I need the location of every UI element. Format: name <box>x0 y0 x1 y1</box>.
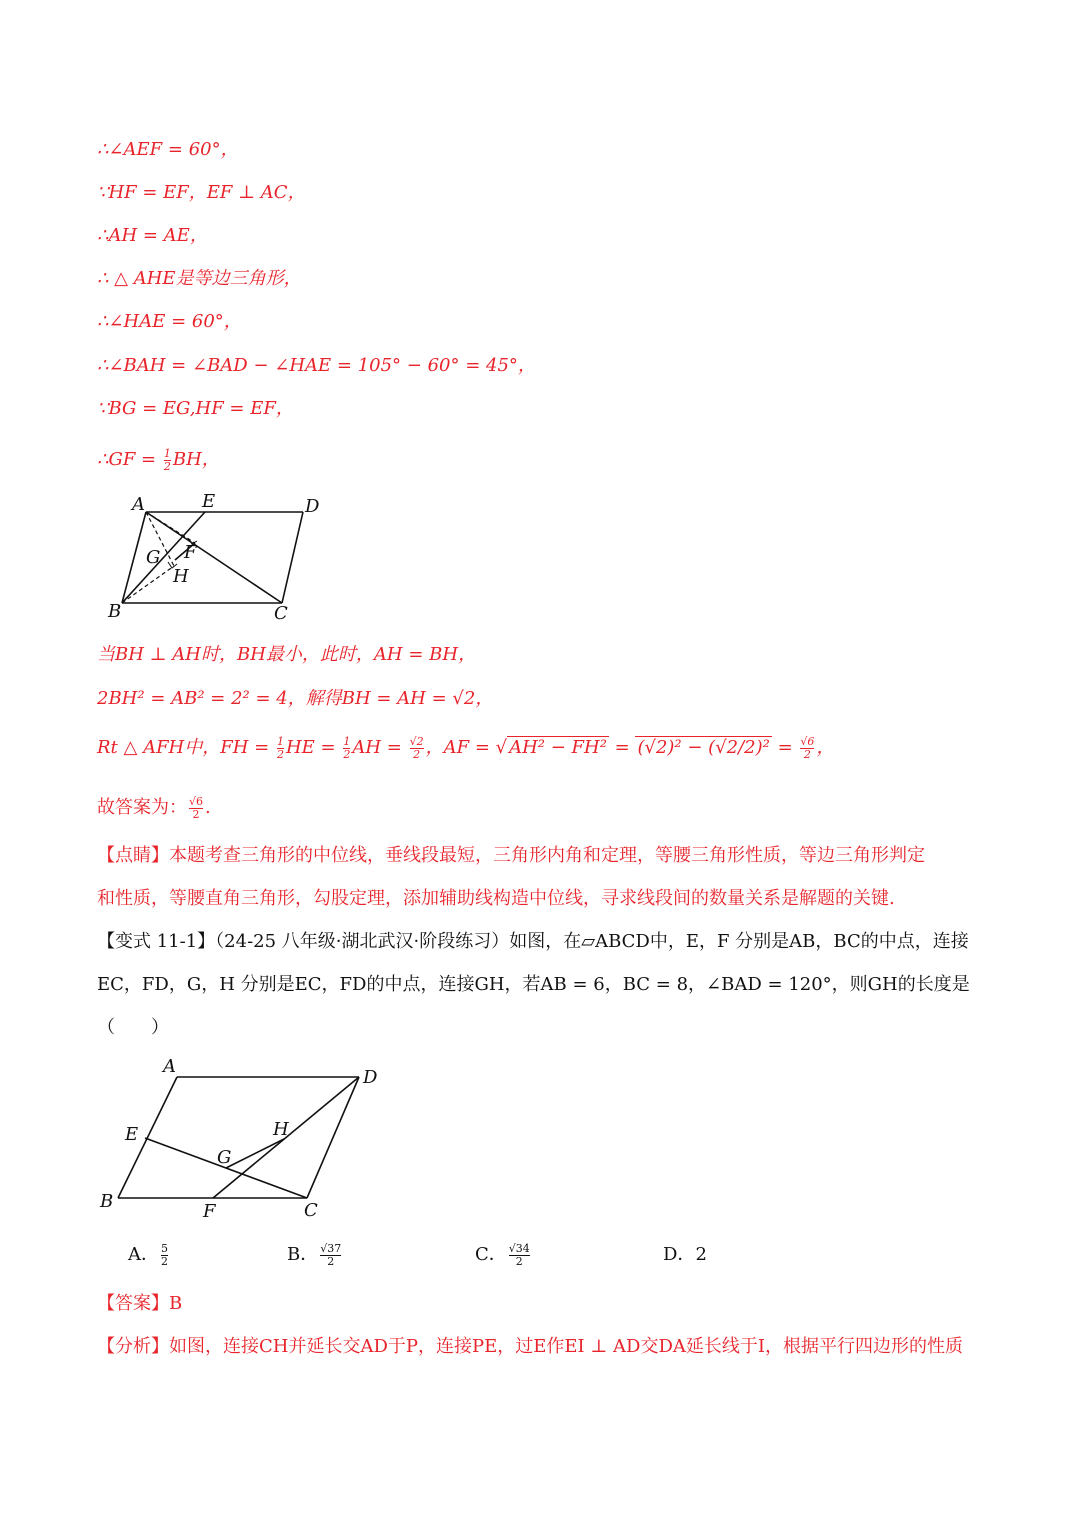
solution-line-8 <box>97 447 220 473</box>
fig1-label: B <box>108 601 122 622</box>
solution-line-11: Rt △ AFH中，FH = $\frac{1}{2}$ HE = $\frac{1}{2}$ AH = $\frac{√2}{2}$ ，AF = √ AH² − FH² = (√2)² − (√2/2)² = $\frac{√6}{2}$ ， <box>97 734 835 761</box>
fig1-label: F <box>184 542 197 563</box>
fig1-label: C <box>274 603 288 624</box>
fig2-label: F <box>203 1201 216 1222</box>
answer-line <box>97 1291 182 1317</box>
variant-tag: 【变式 11-1】 <box>97 931 216 952</box>
analysis-line: 【分析】如图，连接CH并延长交AD于P，连接PE，过E作EI ⊥ AD交DA延长线于I，根据平行四边形的性质 <box>97 1336 963 1357</box>
option-d[interactable]: D．2 <box>663 1244 707 1265</box>
fig2-label: A <box>163 1056 176 1077</box>
half-fraction: $\frac{1}{2}$ <box>163 446 171 473</box>
figure-2-parallelogram <box>95 1050 395 1225</box>
fig2-label: H <box>273 1119 289 1140</box>
solution-line-9: 当BH ⊥ AH时，BH最小，此时，AH = BH， <box>97 644 477 665</box>
fig1-label: H <box>173 566 189 587</box>
figure-1-parallelogram <box>100 490 340 625</box>
answer-value: B <box>169 1293 183 1314</box>
solution-line-4: ∴ △ AHE是等边三角形， <box>97 268 302 289</box>
solution-line-2: ∵HF = EF，EF ⊥ AC， <box>97 182 306 203</box>
solution-line-5: ∴∠HAE = 60°， <box>97 311 242 332</box>
solution-line-7: ∵BG = EG,HF = EF， <box>97 398 294 419</box>
option-c[interactable]: C． $\frac{√34}{2}$ <box>475 1241 530 1268</box>
solution-line-1: ∴∠AEF = 60°， <box>97 139 239 160</box>
fig1-label: E <box>202 491 216 512</box>
solution-line-3: ∴AH = AE， <box>97 225 208 246</box>
fig2-label: C <box>304 1200 318 1221</box>
fig2-label: E <box>125 1124 139 1145</box>
fig2-label: D <box>363 1067 378 1088</box>
gf-prefix: ∴GF = <box>97 449 162 470</box>
analysis-tag: 【分析】 <box>97 1336 169 1357</box>
option-b[interactable]: B． $\frac{√37}{2}$ <box>287 1241 342 1268</box>
fig2-label: G <box>217 1147 232 1168</box>
solution-line-6: ∴∠BAH = ∠BAD − ∠HAE = 105° − 60° = 45°， <box>97 355 536 376</box>
fig1-label: D <box>305 496 320 517</box>
comment-line-2: 和性质，等腰直角三角形，勾股定理，添加辅助线构造中位线，寻求线段间的数量关系是解题的关键. <box>97 888 895 909</box>
variant-line-2: EC，FD，G，H 分别是EC，FD的中点，连接GH，若AB = 6，BC = 8，∠BAD = 120°，则GH的长度是 <box>97 974 970 995</box>
option-a[interactable]: A． $\frac{5}{2}$ <box>128 1241 168 1268</box>
fig2-label: B <box>100 1191 114 1212</box>
fig1-label: G <box>146 547 161 568</box>
solution-line-10: 2BH² = AB² = 2² = 4，解得BH = AH = √2， <box>97 688 494 709</box>
answer-tag: 【答案】 <box>97 1293 169 1314</box>
variant-line-1: 【变式 11-1】（24-25 八年级·湖北武汉·阶段练习）如图，在▱ABCD中，E，F 分别是AB，BC的中点，连接 <box>97 931 969 952</box>
gf-suffix: BH， <box>172 449 220 470</box>
comment-line-1: 【点睛】本题考查三角形的中位线，垂线段最短，三角形内角和定理，等腰三角形性质，等边三角形判定 <box>97 845 925 866</box>
final-answer-line: 故答案为： $\frac{√6}{2}$ . <box>97 794 211 821</box>
variant-line-3: （ ） <box>97 1017 169 1038</box>
comment-tag: 【点睛】 <box>97 845 169 866</box>
fig1-label: A <box>132 494 145 515</box>
